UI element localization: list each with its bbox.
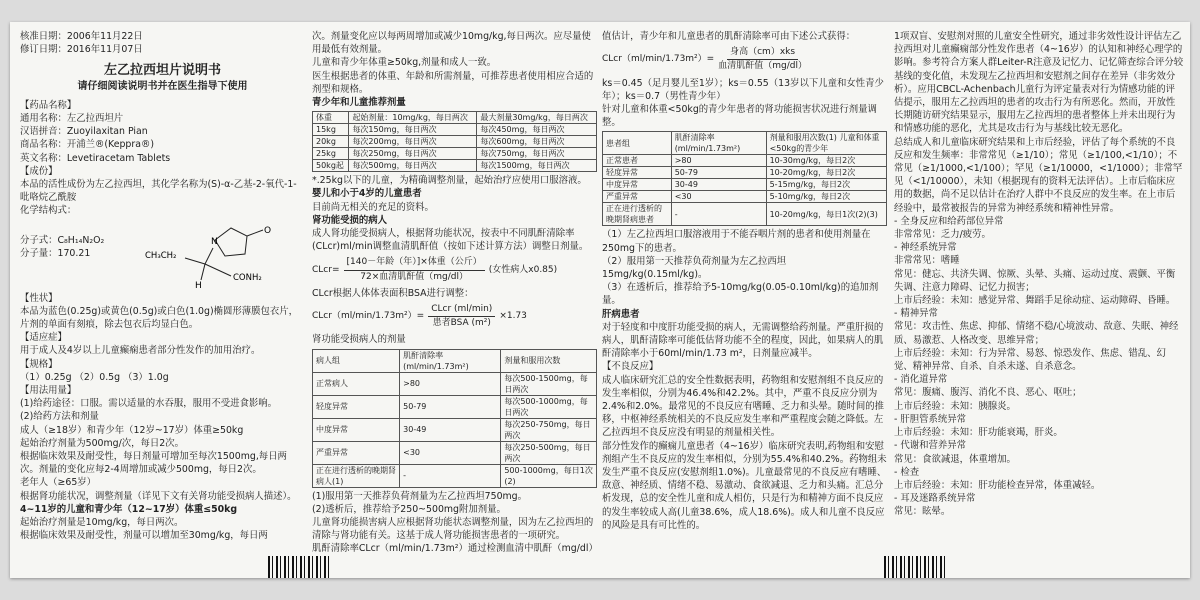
- formula-right: ×1.73: [499, 311, 527, 322]
- table-cell: 严重异常: [313, 441, 400, 464]
- usage-line: 根据临床效果及耐受性，每日剂量可增加至每次1500mg,每日两次。剂量的变化应每2-4周增加或减少500mg，每日2次。: [20, 451, 287, 476]
- note: （2）服用第一天推荐负荷剂量为左乙拉西坦15mg/kg(0.15ml/kg)。: [602, 255, 787, 281]
- chemical-structure: [20, 220, 305, 290]
- table-row: [313, 160, 597, 172]
- table-cell: 10-20mg/kg，每日1次(2)(3): [766, 203, 886, 226]
- character-text: 本品为蓝色(0.25g)或黄色(0.5g)或白色(1.0g)椭圆形薄膜包衣片，片剂的单面有刻痕，除去包衣后均显白色。: [20, 305, 298, 331]
- paragraph: 医生根据患者的体重、年龄和所需剂量，可推荐患者使用相应合适的剂型和规格。: [312, 70, 594, 95]
- table-cell: 每次500-1500mg，每日两次: [501, 372, 597, 395]
- table-note: *.25kg以下的儿童，为精确调整剂量，起始治疗应使用口服溶液。: [312, 175, 587, 187]
- structure-diagram: [145, 220, 305, 290]
- ae-item: 常见：健忘、共济失调、惊厥、头晕、头痛、运动过度、震颤、平衡失调、注意力障碍、记忆力损害；: [894, 268, 1176, 293]
- ae-item: 非常常见：嗜睡: [894, 255, 960, 267]
- pediatric-dose-table: [312, 111, 597, 172]
- ae-item: 常见：腹痛、腹泻、消化不良、恶心、呕吐；: [894, 387, 1082, 399]
- table-cell: 30-49: [400, 418, 501, 441]
- paragraph: 儿童肾功能损害病人应根据肾功能状态调整剂量，因为左乙拉西坦的清除与肾功能有关。这基于成人肾功能损害患者的一项研究。: [312, 517, 594, 542]
- table-header: 体重: [313, 112, 349, 124]
- table-row: [603, 155, 887, 167]
- paragraph: (2)透析后，推荐给予250~500mg附加剂量。: [312, 503, 506, 515]
- column-3: [602, 30, 887, 532]
- usage-line: 老年人（≥65岁）: [20, 477, 97, 489]
- ae-item: - 检查: [894, 466, 920, 478]
- table-cell: 每次200mg，每日两次: [349, 136, 477, 148]
- revision-date: 修订日期：2016年11月07日: [20, 44, 143, 56]
- infant-text: 目前尚无相关的充足的资料。: [312, 201, 434, 213]
- liver-heading: 肝病患者: [602, 308, 640, 320]
- table-cell: 每次150mg，每日两次: [349, 124, 477, 136]
- column-2: [312, 30, 597, 556]
- formula-left: CLcr（ml/min/1.73m²）=: [312, 311, 425, 322]
- table-row: [313, 464, 597, 487]
- table-cell: 每次250-500mg，每日两次: [501, 441, 597, 464]
- table-row: [313, 136, 597, 148]
- table-cell: 10-30mg/kg，每日2次: [766, 155, 886, 167]
- table-cell: 25kg: [313, 148, 349, 160]
- indication-text: 用于成人及4岁以上儿童癫痫患者部分性发作的加用治疗。: [20, 345, 261, 357]
- paragraph: 次。剂量变化应以每两周增加或减少10mg/kg,每日两次。应尽量使用最低有效剂量。: [312, 31, 591, 56]
- ae-item: 上市后经验：未知：行为异常、易怒、惊恐发作、焦虑、错乱、幻觉、精神异常、自杀、自杀未遂、自杀意念。: [894, 347, 1166, 373]
- ae-item: - 神经系统异常: [894, 242, 957, 254]
- paragraph: 值估计，青少年和儿童患者的肌酐清除率可由下述公式获得：: [602, 31, 856, 42]
- table-row: [313, 372, 597, 395]
- table-header: 剂量和服用次数(1) 儿童和体重<50kg的青少年: [766, 132, 886, 155]
- table-header: 肌酐清除率(ml/min/1.73m²): [671, 132, 766, 155]
- formula-denominator: 患者BSA (m²): [432, 318, 491, 329]
- formula-numerator: [140－年龄（年）]×体重（公斤）: [344, 256, 485, 270]
- dose-table-title: 青少年和儿童推荐剂量: [312, 97, 406, 109]
- table-header: 剂量和服用次数: [501, 349, 597, 372]
- table-cell: 每次600mg，每日两次: [477, 136, 597, 148]
- pediatric-renal-table: [602, 131, 887, 226]
- ae-item: 上市后经验：未知：感觉异常、舞蹈手足徐动症、运动障碍、昏睡。: [894, 295, 1176, 307]
- table-row: [603, 191, 887, 203]
- table-cell: 正常患者: [603, 155, 672, 167]
- table-cell: 轻度异常: [603, 167, 672, 179]
- document-subtitle: 请仔细阅读说明书并在医生指导下使用: [77, 80, 248, 92]
- paragraph: (1)服用第一天推荐负荷剂量为左乙拉西坦750mg。: [312, 490, 528, 502]
- english-name: 英文名称：Levetiracetam Tablets: [20, 152, 171, 164]
- generic-name: 通用名称：左乙拉西坦片: [20, 113, 124, 125]
- character-heading: 【性状】: [20, 292, 58, 304]
- ingredients-heading: 【成份】: [20, 165, 58, 177]
- table-row: [313, 418, 597, 441]
- drug-name-heading: 【药品名称】: [20, 99, 77, 111]
- table-row: [603, 167, 887, 179]
- table-row: [313, 148, 597, 160]
- column-1: [20, 30, 305, 543]
- table-cell: <30: [400, 441, 501, 464]
- table-cell: 10-20mg/kg，每日2次: [766, 167, 886, 179]
- formula-note: (女性病人x0.85): [488, 264, 558, 275]
- table-header: 最大剂量30mg/kg，每日两次: [477, 112, 597, 124]
- usage-line: 起始治疗剂量为500mg/次，每日2次。: [20, 437, 184, 449]
- table-cell: 每次500-1000mg，每日两次: [501, 395, 597, 418]
- trade-name: 商品名称：开浦兰®(Keppra®): [20, 139, 155, 151]
- table-cell: -: [671, 203, 766, 226]
- usage-line: 成人（≥18岁）和青少年（12岁~17岁）体重≥50kg: [20, 424, 244, 436]
- formula-numerator: 身高（cm）xks: [727, 46, 798, 60]
- liver-text: 对于轻度和中度肝功能受损的病人，无需调整给药剂量。严重肝损的病人，肌酐清除率可能低估肾功能不全的程度，因此，如果病人的肌酐清除率小于60ml/min/1.73 m²，日剂量应减半。: [602, 321, 884, 360]
- ethyl-label: CH₃CH₂: [145, 250, 177, 261]
- document-title: 左乙拉西坦片说明书: [103, 63, 221, 79]
- adverse-text: 部分性发作的癫痫儿童患者（4~16岁）临床研究表明,药物组和安慰剂组产生不良反应的发生率相似，分别为55.4%和40.2%。药物组未发生严重不良反应(安慰剂组1.0%)。儿童最常见的不良反应有嗜睡、敌意、神经质、情绪不稳、易激动、食欲减退、乏力和头痛。汇总分析发现，总的安全性儿童和成人相仿，只是行为和精神方面不良反应的发生率较成人高(儿童38.6%，成人18.6%)。成人和儿童不良反应的风险是具有可比性的。: [602, 440, 887, 531]
- study-text: 1项双盲、安慰剂对照的儿童安全性研究，通过非劣效性设计评估左乙拉西坦对儿童癫痫部分性发作患者（4~16岁）的认知和神经心理学的影响。参考符合方案人群Leiter-R注意及记忆力、记忆筛查综合评分较基线的变化值，未发现左乙拉西坦和安慰剂之间存在差异（非劣效分析）。应用CBCL-Achenbach儿童行为评定量表对行为情感功能的评估提示，服用左乙拉西坦的患者的攻击行为有所恶化。然而，开放性长期随访研究结果显示，服用左乙拉西坦的患者整体上并未出现行为和情感功能的恶化，尤其是攻击行为与基线比较无恶化。: [894, 31, 1184, 135]
- usage-heading: 【用法用量】: [20, 385, 77, 397]
- table-cell: 15kg: [313, 124, 349, 136]
- ae-item: - 精神异常: [894, 308, 938, 320]
- clcr-formula: [312, 256, 597, 283]
- formula-denominator: 血清肌酐值（mg/dl）: [718, 61, 807, 72]
- paragraph: 儿童和青少年体重≥50kg,剂量和成人一致。: [312, 57, 497, 69]
- table-cell: 正在进行透析的晚期肾病患者: [603, 203, 672, 226]
- formula-left: CLcr=: [312, 264, 340, 275]
- table-cell: 中度异常: [313, 418, 400, 441]
- table-cell: 每次500mg，每日两次: [349, 160, 477, 172]
- note: （3）在透析后，推荐给予5-10mg/kg(0.05-0.10ml/kg)的追加剂量。: [602, 282, 879, 307]
- table-header: 病人组: [313, 349, 400, 372]
- paragraph: 肌酐清除率CLcr（ml/min/1.73m²）通过检测血清中肌酐（mg/dl）: [312, 543, 598, 555]
- usage-line: 起始治疗剂量是10mg/kg，每日两次。: [20, 517, 184, 529]
- specs-heading: 【规格】: [20, 358, 58, 370]
- ae-item: - 代谢和营养异常: [894, 440, 966, 452]
- specs-text: （1）0.25g （2）0.5g （3）1.0g: [20, 371, 169, 383]
- structure-label: 化学结构式：: [20, 205, 77, 217]
- column-4: [894, 30, 1184, 519]
- formula-left: CLcr（ml/min/1.73m²）=: [602, 54, 715, 65]
- table-header: 患者组: [603, 132, 672, 155]
- table-cell: >80: [671, 155, 766, 167]
- ae-item: 上市后经验：未知：肝功能衰竭，肝炎。: [894, 427, 1063, 439]
- usage-line: (2)给药方法和剂量: [20, 411, 99, 423]
- table-cell: -: [400, 464, 501, 487]
- svg-text:H: H: [195, 280, 202, 290]
- table-row: [313, 124, 597, 136]
- indication-heading: 【适应症】: [20, 332, 67, 344]
- table-cell: 中度异常: [603, 179, 672, 191]
- renal-table-title: 肾功能受损病人的剂量: [312, 334, 406, 346]
- usage-line: 根据临床效果及耐受性，剂量可以增加至30mg/kg，每日两: [20, 530, 268, 542]
- table-cell: 50-79: [400, 395, 501, 418]
- pinyin-name: 汉语拼音：Zuoyilaxitan Pian: [20, 126, 148, 138]
- usage-line: (1)给药途径：口服。需以适量的水吞服，服用不受进食影响。: [20, 398, 278, 410]
- table-cell: <30: [671, 191, 766, 203]
- renal-text: 成人肾功能受损病人，根据肾功能状况，按表中不同肌酐清除率(CLcr)ml/min调整血清肌酐值（按如下述计算方法）调整日剂量。: [312, 228, 589, 253]
- ingredients-text: 本品的活性成份为左乙拉西坦，其化学名称为(S)-α-乙基-2-氧代-1-吡咯烷乙酰胺: [20, 179, 297, 204]
- amide-label: CONH₂: [233, 272, 262, 283]
- ae-item: 常见：眩晕。: [894, 506, 951, 518]
- svg-text:N: N: [211, 236, 218, 247]
- table-cell: 每次250-750mg，每日两次: [501, 418, 597, 441]
- table-intro: 针对儿童和体重<50kg的青少年患者的肾功能损害状况进行剂量调整。: [602, 104, 877, 129]
- ae-item: - 消化道异常: [894, 374, 948, 386]
- table-cell: 30-49: [671, 179, 766, 191]
- renal-dose-table: [312, 349, 597, 488]
- ae-item: 非常常见：乏力/疲劳。: [894, 229, 991, 241]
- table-row: [313, 441, 597, 464]
- frequency-text: 总结成人和儿童临床研究结果和上市后经验，评估了每个系统的不良反应和发生频率：非常常见（≥1/10）；常见（≥1/100,<1/10）；不常见（≥1/1000,<1/100）；罕见（≥1/10000，<1/1000）；非常罕见（<1/10000），未知（根据现有的资料无法评估）。上市后临床应用的数据，尚不足以估计在治疗人群中不良反应的发生率。在上市后经验中，最常被报告的异常为神经系统和精神性异常。: [894, 136, 1183, 214]
- molecular-formula: 分子式：C₈H₁₄N₂O₂: [20, 234, 105, 246]
- ae-item: - 耳及迷路系统异常: [894, 493, 976, 505]
- ae-item: 上市后经验：未知：胰腺炎。: [894, 400, 1016, 412]
- table-cell: 每次1500mg，每日两次: [477, 160, 597, 172]
- table-row: [603, 203, 887, 226]
- table-cell: 正常病人: [313, 372, 400, 395]
- table-cell: 50-79: [671, 167, 766, 179]
- adverse-heading: 【不良反应】: [602, 361, 659, 373]
- table-cell: 每次750mg，每日两次: [477, 148, 597, 160]
- ae-item: 常见：食欲减退，体重增加。: [894, 453, 1016, 465]
- approval-date: 核准日期：2006年11月22日: [20, 31, 143, 42]
- package-insert-sheet: [10, 22, 1190, 578]
- note: （1）左乙拉西坦口服溶液用于不能吞咽片剂的患者和使用剂量在250mg下的患者。: [602, 229, 871, 254]
- table-cell: 500-1000mg，每日1次(2): [501, 464, 597, 487]
- molecular-weight: 分子量：170.21: [20, 247, 91, 259]
- table-cell: >80: [400, 372, 501, 395]
- table-cell: 轻度异常: [313, 395, 400, 418]
- table-cell: 50kg起: [313, 160, 349, 172]
- adverse-text: 成人临床研究汇总的安全性数据表明，药物组和安慰剂组不良反应的发生率相似，分别为46.4%和42.2%。其中，严重不良反应分别为2.4%和2.0%。最常见的不良反应有嗜睡、乏力和头晕。随时间的推移，中枢神经系统相关的不良反应发生率和严重程度会随之降低。左乙拉西坦不良反应没有明显的剂量相关性。: [602, 374, 885, 439]
- ks-text: ks＝0.45（足月婴儿至1岁）；ks＝0.55（13岁以下儿童和女性青少年）；ks＝0.7（男性青少年）: [602, 77, 884, 102]
- ae-item: - 肝胆管系统异常: [894, 413, 966, 425]
- table-row: [603, 179, 887, 191]
- table-cell: 每次250mg，每日两次: [349, 148, 477, 160]
- bsa-formula: [312, 303, 597, 330]
- table-cell: 5-15mg/kg，每日2次: [766, 179, 886, 191]
- barcode-strip: [268, 556, 332, 578]
- table-cell: 每次450mg，每日两次: [477, 124, 597, 136]
- infant-heading: 婴儿和小于4岁的儿童患者: [312, 188, 422, 200]
- bsa-text: CLcr根据人体体表面积BSA进行调整：: [312, 287, 474, 299]
- ae-item: - 全身反应和给药部位异常: [894, 215, 1004, 227]
- table-cell: 严重异常: [603, 191, 672, 203]
- ae-item: 上市后经验：未知：肝功能检查异常，体重减轻。: [894, 479, 1101, 491]
- formula-numerator: CLcr (ml/min): [428, 303, 495, 317]
- table-cell: 20kg: [313, 136, 349, 148]
- formula-denominator: 72×血清肌酐值（mg/dl）: [360, 271, 468, 282]
- table-header: 起始剂量：10mg/kg，每日两次: [349, 112, 477, 124]
- renal-heading: 肾功能受损的病人: [312, 214, 388, 226]
- table-cell: 正在进行透析的晚期肾病人(1): [313, 464, 400, 487]
- pediatric-clcr-formula: [602, 46, 887, 73]
- table-cell: 5-10mg/kg，每日2次: [766, 191, 886, 203]
- usage-line: 4~11岁的儿童和青少年（12~17岁）体重≤50kg: [20, 503, 238, 515]
- table-row: [313, 395, 597, 418]
- svg-text:O: O: [264, 225, 272, 236]
- ae-item: 常见：攻击性、焦虑、抑郁、情绪不稳/心境波动、敌意、失眠、神经质、易激惹、人格改变、思维异常；: [894, 321, 1179, 346]
- barcode-strip: [884, 556, 948, 578]
- table-header: 肌酐清除率(ml/min/1.73m²): [400, 349, 501, 372]
- usage-line: 根据肾功能状况，调整剂量（详见下文有关肾功能受损病人描述）。: [20, 490, 297, 502]
